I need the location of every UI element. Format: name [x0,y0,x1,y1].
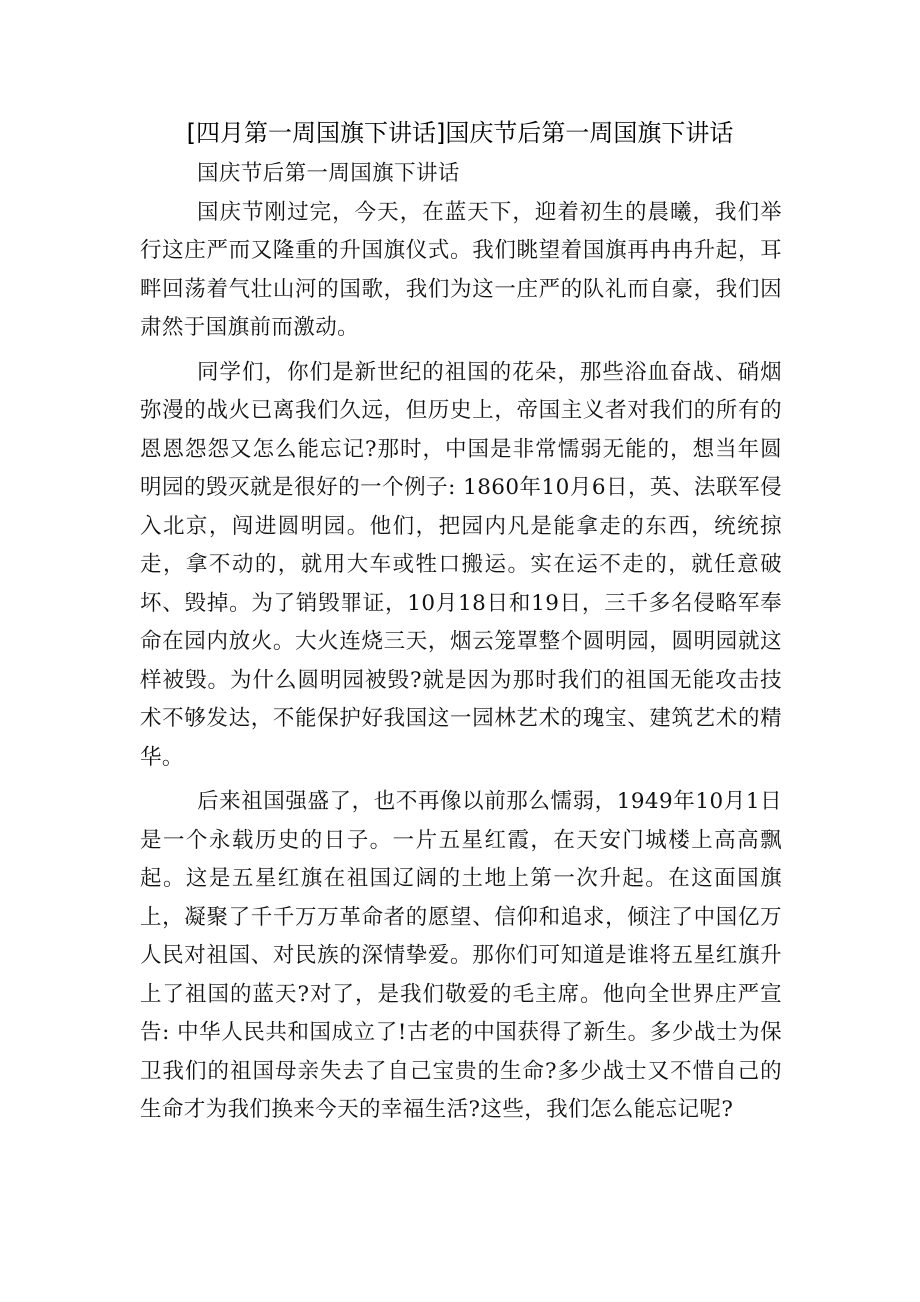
paragraph-2: 同学们，你们是新世纪的祖国的花朵，那些浴血奋战、硝烟弥漫的战火已离我们久远，但历史上，帝国主义者对我们的所有的恩恩怨怨又怎么能忘记?那时，中国是非常懦弱无能的，想当年圆明园的毁灭就是很好的一个例子: 1860年10月6日，英、法联军侵入北京，闯进圆明园。他们，把园内凡是能拿走的东西，统统掠走，拿不动的，就用大车或牲口搬运。实在运不走的，就任意破坏、毁掉。为了销毁罪证，10月18日和19日，三千多名侵略军奉命在园内放火。大火连烧三天，烟云笼罩整个圆明园，圆明园就这样被毁。为什么圆明园被毁?就是因为那时我们的祖国无能攻击技术不够发达，不能保护好我国这一园林艺术的瑰宝、建筑艺术的精华。 [140,359,782,770]
document-title: [四月第一周国旗下讲话]国庆节后第一周国旗下讲话 [186,119,734,147]
document-subtitle: 国庆节后第一周国旗下讲话 [196,161,460,186]
paragraph-3: 后来祖国强盛了，也不再像以前那么懦弱，1949年10月1日是一个永载历史的日子。一片五星红霞，在天安门城楼上高高飘起。这是五星红旗在祖国辽阔的土地上第一次升起。在这面国旗上，凝聚了千千万万革命者的愿望、信仰和追求，倾注了中国亿万人民对祖国、对民族的深情挚爱。那你们可知道是谁将五星红旗升上了祖国的蓝天?对了，是我们敬爱的毛主席。他向全世界庄严宣告: 中华人民共和国成立了!古老的中国获得了新生。多少战士为保卫我们的祖国母亲失去了自己宝贵的生命?多少战士又不惜自己的生命才为我们换来今天的幸福生活?这些，我们怎么能忘记呢? [140,789,782,1122]
paragraph-1: 国庆节刚过完，今天，在蓝天下，迎着初生的晨曦，我们举行这庄严而又隆重的升国旗仪式。我们眺望着国旗再冉冉升起，耳畔回荡着气壮山河的国歌，我们为这一庄严的队礼而自豪，我们因肃然于国旗前而激动。 [140,199,782,340]
document-body [140,155,782,1130]
